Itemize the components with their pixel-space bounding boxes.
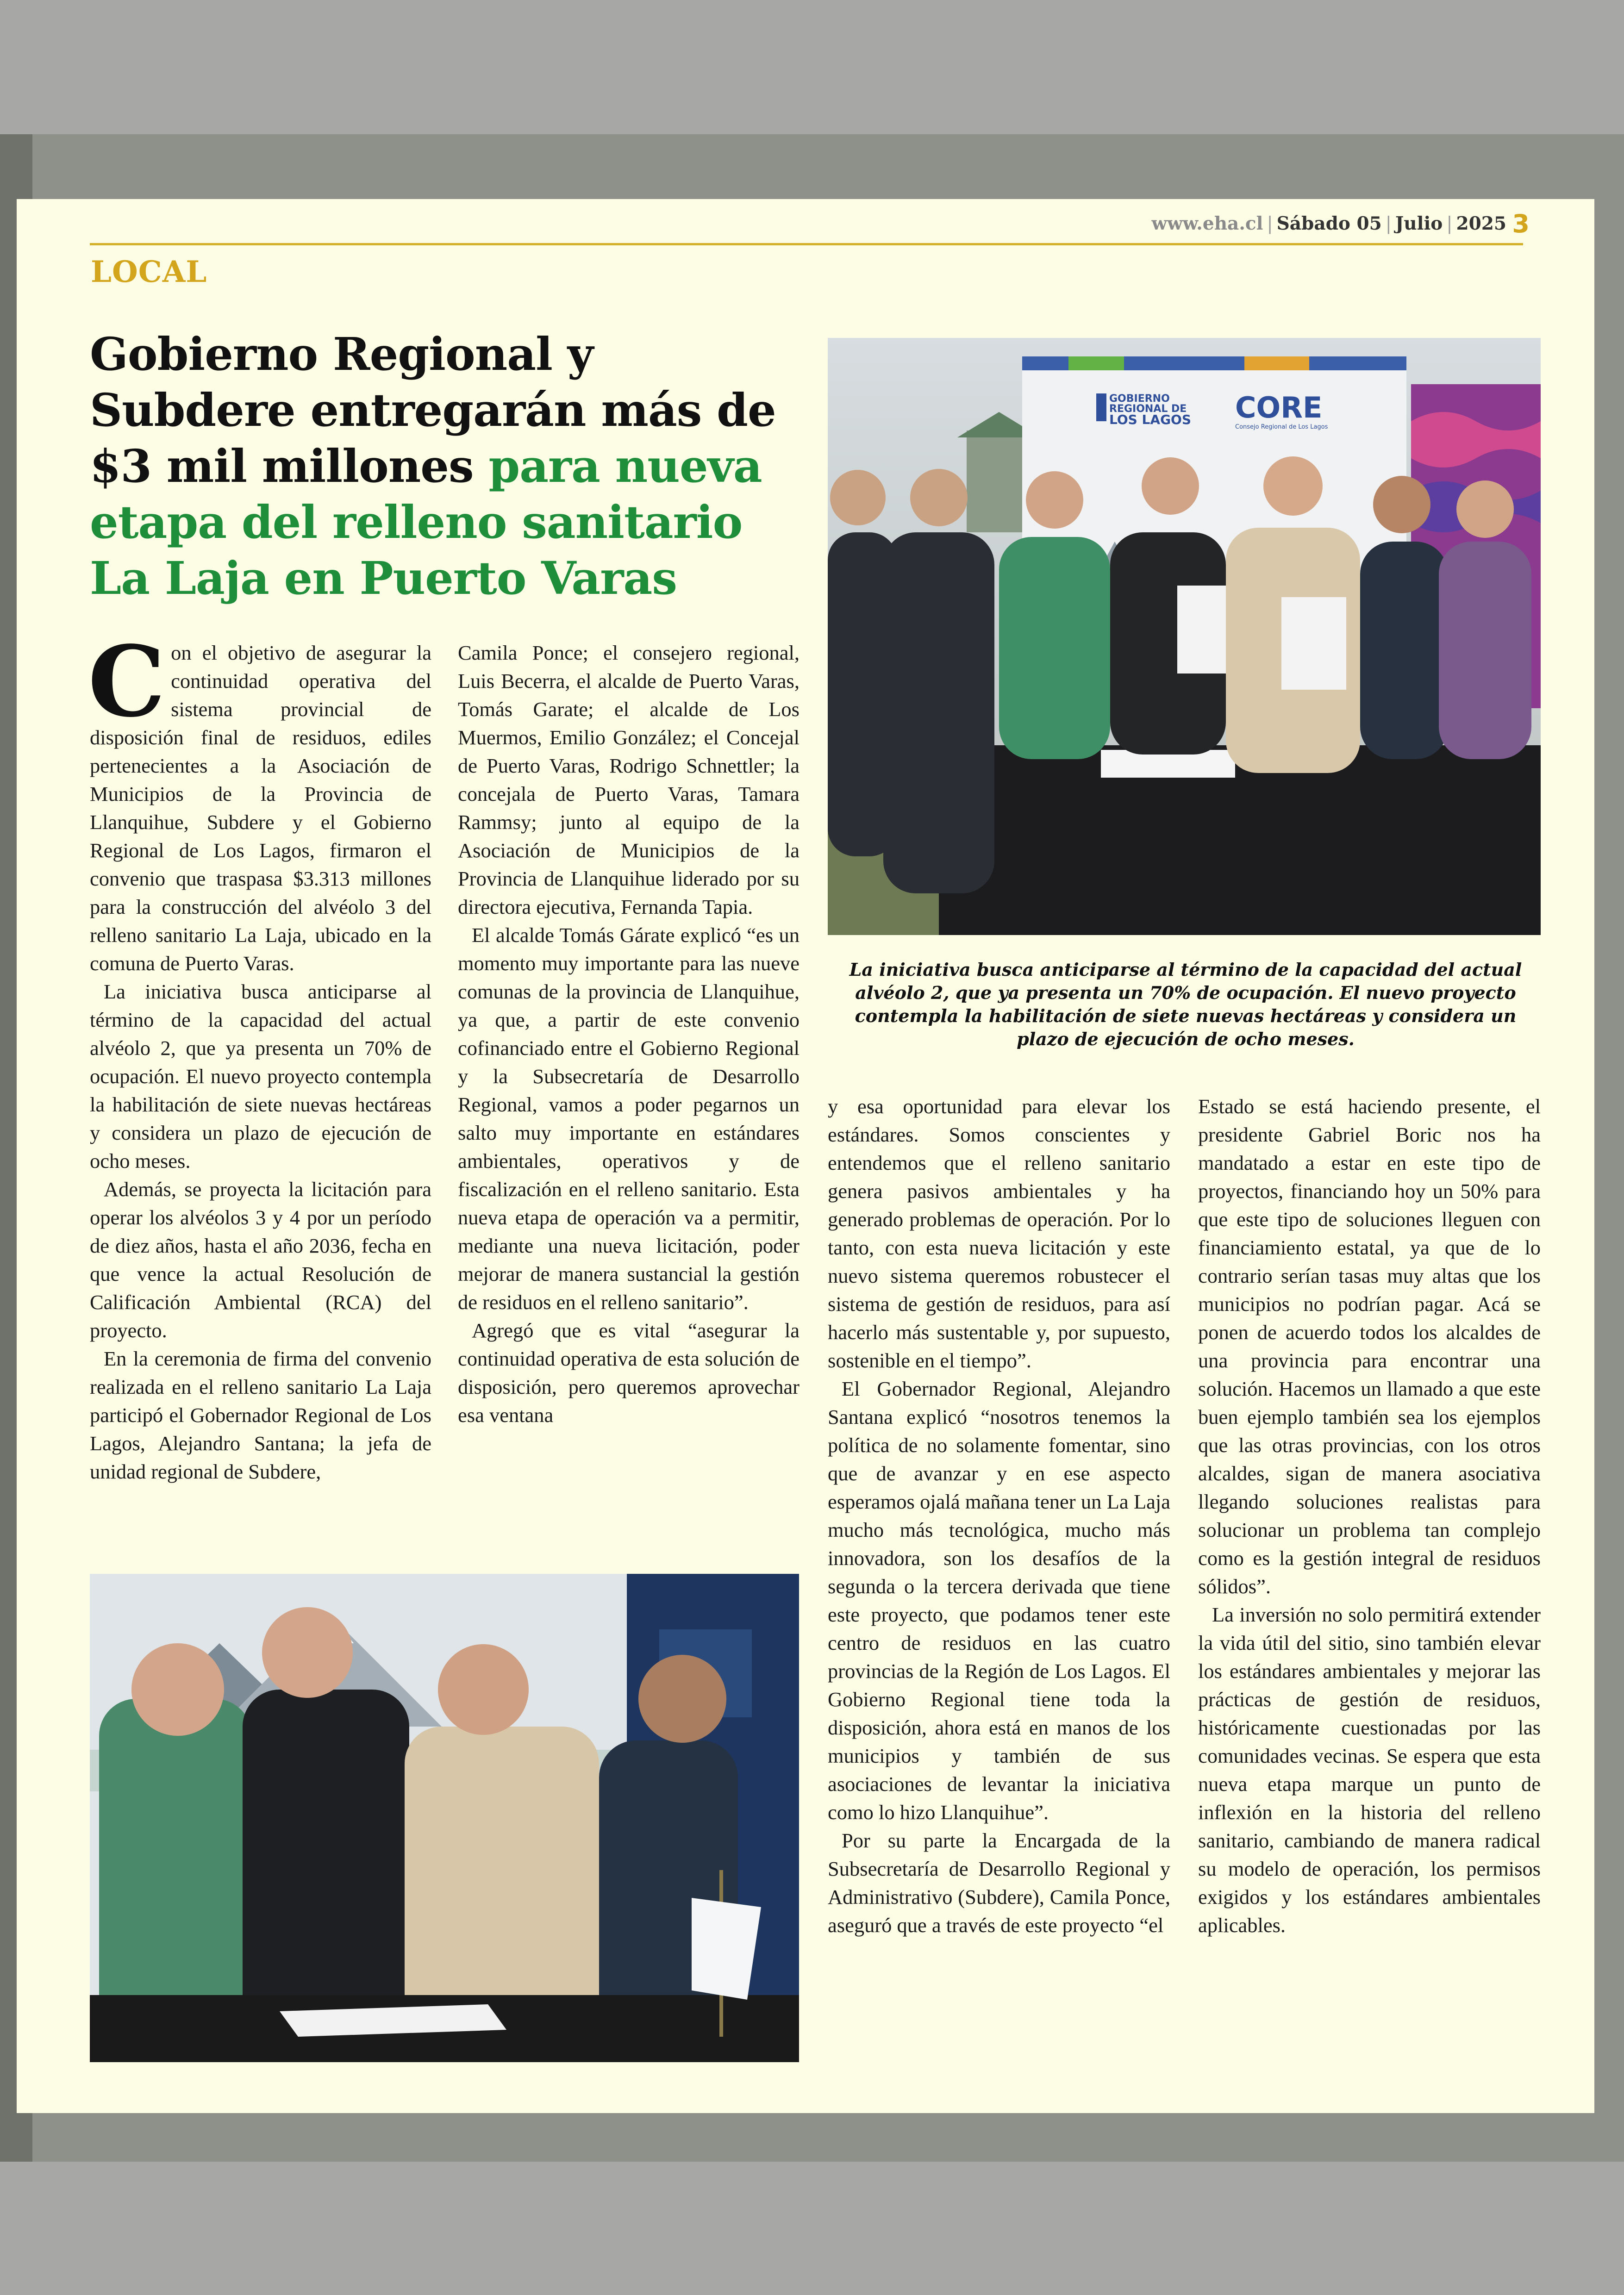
paragraph: En la ceremonia de firma del convenio realizada en el relleno sanitario La Laja participó el Gobernador Regional de Los Lagos, Alejandro Santana; la jefa de unidad regional de Subdere, (90, 1347, 431, 1483)
headline-black: Gobierno Regional y Subdere entregarán más de $3 mil millones (90, 328, 776, 493)
svg-text:CORE: CORE (1235, 391, 1323, 424)
drop-cap: C (88, 624, 166, 739)
paragraph: Agregó que es vital “asegurar la continuidad operativa de esta solución de disposición, pero queremos aprovechar esa ventana (458, 1319, 800, 1427)
headline-green: para nueva etapa del relleno sanitario La Laja en Puerto Varas (90, 440, 762, 605)
header-date-day: Sábado 05 (1276, 213, 1382, 234)
paragraph: y esa oportunidad para elevar los estándares. Somos conscientes y entendemos que el relleno sanitario genera pasivos ambientales y ha generado problemas de operación. Por lo tanto, con esta nueva licitación y este nuevo sistema queremos robustecer el sistema de gestión de residuos, para así hacerlo más sustentable y, por supuesto, sostenible en el tiempo”. (828, 1095, 1170, 1372)
header-separator: | (1385, 213, 1392, 234)
photo-caption: La iniciativa busca anticiparse al término de la capacidad del actual alvéolo 2, que ya presenta un 70% de ocupación. El nuevo proyecto contempla la habilitación de siete nuevas hectáreas y considera un plazo de ejecución de ocho meses. (849, 959, 1522, 1049)
banner-logo-core (1235, 391, 1328, 430)
header-separator: | (1446, 213, 1453, 234)
paragraph: La iniciativa busca anticiparse al término de la capacidad del actual alvéolo 2, que ya presenta un 70% de ocupación. El nuevo proyecto contempla la habilitación de siete nuevas hectáreas y considera un plazo de ejecución de ocho meses. (90, 980, 431, 1172)
header-separator: | (1267, 213, 1273, 234)
article-column-4 (1198, 1092, 1541, 2083)
page-header (1152, 213, 1506, 234)
site-url: www.eha.cl (1151, 213, 1263, 234)
svg-text:Consejo Regional de Los Lagos: Consejo Regional de Los Lagos (1235, 424, 1328, 430)
header-rule (90, 243, 1523, 245)
paragraph: Estado se está haciendo presente, el presidente Gabriel Boric nos ha mandatado a estar en este tipo de proyectos, financiando hoy un 50% para que este tipo de soluciones lleguen con financiamiento estatal, ya que de lo contrario serían tasas muy altas que los municipios no podrían pagar. Acá se ponen de acuerdo todos los alcaldes de una provincia para encontrar una solución. Hacemos un llamado a que este buen ejemplo también sea los ejemplos que las otras provincias, con los otros alcaldes, sigan de manera asociativa llegando soluciones realistas para solucionar un problema tan complejo como es la gestión integral de residuos sólidos”. (1198, 1095, 1541, 1598)
header-date-year: 2025 (1456, 213, 1506, 234)
svg-text:LOS LAGOS: LOS LAGOS (1109, 412, 1192, 427)
photo-signing-group (828, 338, 1541, 935)
section-label: LOCAL (91, 255, 207, 289)
photo-signing-closeup (90, 1574, 799, 2062)
svg-text:GOBIERNO: GOBIERNO (1109, 393, 1170, 405)
paragraph: Por su parte la Encargada de la Subsecretaría de Desarrollo Regional y Administrativo (Subdere), Camila Ponce, aseguró que a través de este proyecto “el (828, 1829, 1170, 1937)
paragraph: on el objetivo de asegurar la continuidad operativa del sistema provincial de disposición final de residuos, ediles pertenecientes a la Asociación de Municipios de la Provincia de Llanquihue, Subdere y el Gobierno Regional de Los Lagos, firmaron el convenio que traspasa $3.313 millones para la construcción del alvéolo 3 del relleno sanitario La Laja, ubicado en la comuna de Puerto Varas. (90, 641, 431, 975)
paragraph: Además, se proyecta la licitación para operar los alvéolos 3 y 4 por un período de diez años, hasta el año 2036, fecha en que vence la actual Resolución de Calificación Ambiental (RCA) del proyecto. (90, 1178, 431, 1342)
paragraph: La inversión no solo permitirá extender la vida útil del sitio, sino también elevar los estándares ambientales y mejorar las prácticas de gestión de residuos, históricamente cuestionadas por las comunidades vecinas. Se espera que esta nueva etapa marque un punto de inflexión en la historia del relleno sanitario, cambiando de manera radical su modelo de operación, los permisos exigidos y los estándares ambientales aplicables. (1198, 1603, 1541, 1937)
newspaper-page (17, 199, 1594, 2113)
svg-text:REGIONAL DE: REGIONAL DE (1109, 403, 1187, 415)
article-column-2 (458, 639, 800, 1544)
paragraph: El Gobernador Regional, Alejandro Santana explicó “nosotros tenemos la política de no solamente fomentar, sino que de avanzar y en ese aspecto esperamos ojalá mañana tener un La Laja mucho más tecnológica, mucho más innovadora, son los desafíos de la segunda o la tercera derivada que tiene este proyecto, que podamos tener este centro de residuos en las cuatro provincias de la Región de Los Lagos. El Gobierno Regional tiene toda la disposición, ahora está en manos de los municipios y también de sus asociaciones de levantar la iniciativa como lo hizo Llanquihue”. (828, 1377, 1170, 1824)
article-column-1 (88, 624, 431, 1544)
paragraph: El alcalde Tomás Gárate explicó “es un momento muy importante para las nueve comunas de la provincia de Llanquihue, ya que, a partir de este convenio cofinanciado entre el Gobierno Regional y la Subsecretaría de Desarrollo Regional, vamos a poder pegarnos un salto muy importante en estándares ambientales, operativos y de fiscalización en el relleno sanitario. Esta nueva etapa de operación va a permitir, mediante una nueva licitación, poder mejorar de manera sustancial la gestión de residuos en el relleno sanitario”. (458, 923, 800, 1314)
page-number: 3 (1512, 209, 1530, 238)
paragraph: Camila Ponce; el consejero regional, Luis Becerra, el alcalde de Puerto Varas, Tomás Garate; el alcalde de Los Muermos, Emilio González; el Concejal de Puerto Varas, Rodrigo Schnettler; la concejala de Puerto Varas, Tamara Rammsy; junto al equipo de la Asociación de Municipios de la Provincia de Llanquihue liderado por su directora ejecutiva, Fernanda Tapia. (458, 641, 800, 918)
article-headline (90, 326, 812, 606)
article-column-3 (828, 1092, 1170, 2083)
header-date-month: Julio (1395, 213, 1443, 234)
